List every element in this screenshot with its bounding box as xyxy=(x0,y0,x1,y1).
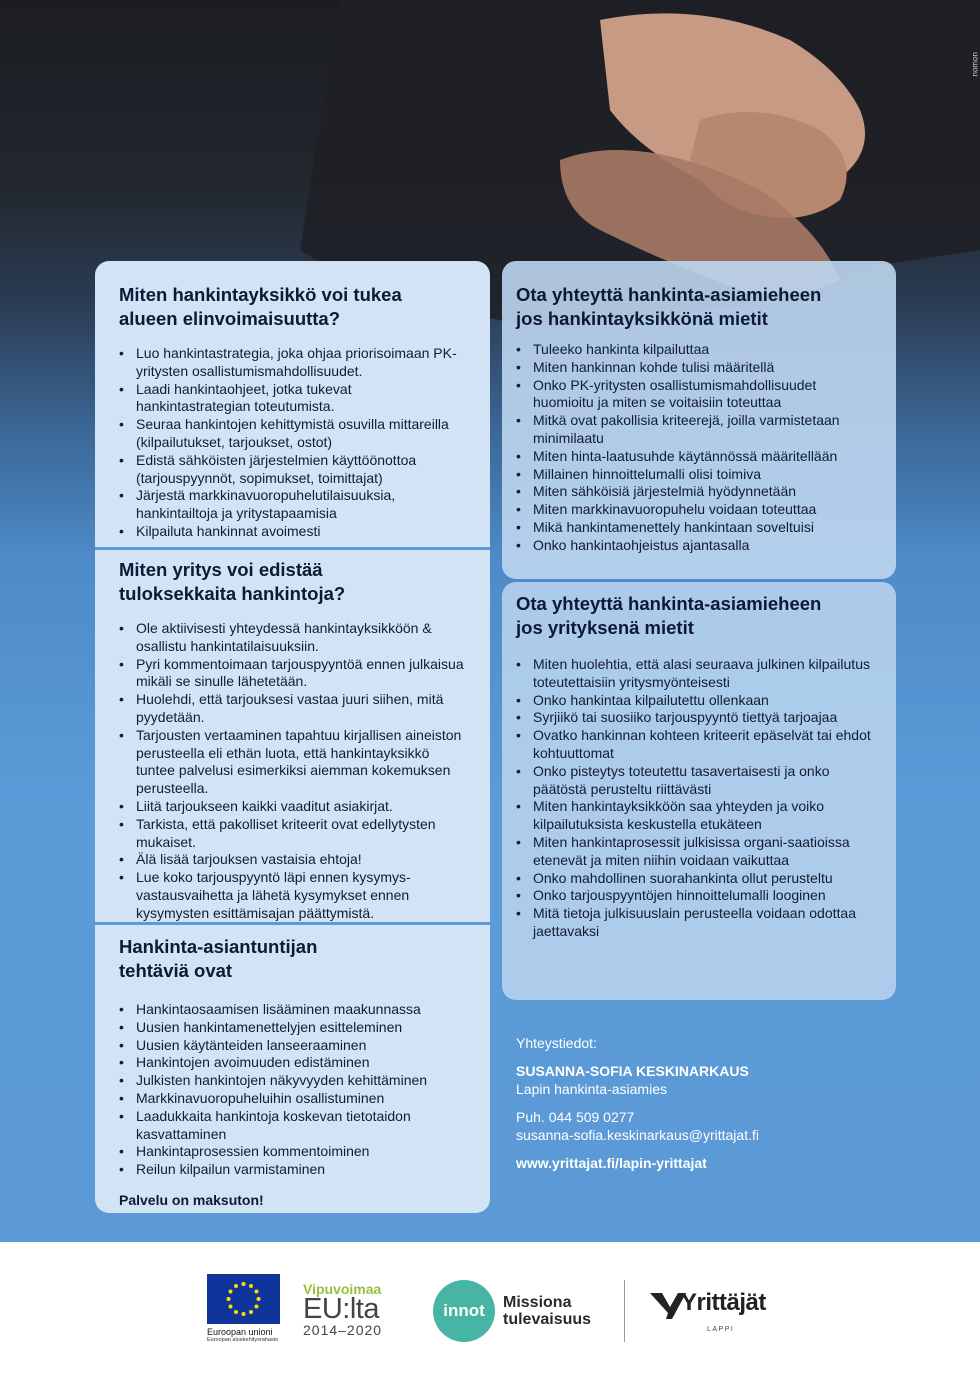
right-panel-company xyxy=(502,582,896,1000)
section-title: Ota yhteyttä hankinta-asiamieheen jos yrityksenä mietit xyxy=(516,593,822,638)
section-expert-tasks xyxy=(95,935,490,1208)
bullet-list xyxy=(516,341,874,555)
left-info-panel xyxy=(95,261,490,1213)
list-item: • Laadi hankintaohjeet, jotka tukevat hankintastrategian toteutumista. xyxy=(119,381,468,417)
divider xyxy=(95,922,490,925)
list-item: • Miten hinta-laatusuhde käytännössä määritellään xyxy=(516,448,874,466)
list-item: • Laadukkaita hankintoja koskevan tietotaidon kasvattaminen xyxy=(119,1108,468,1144)
contact-phone[interactable]: Puh. 044 509 0277 xyxy=(516,1109,635,1125)
list-item: • Ovatko hankinnan kohteen kriteerit epäselvät tai ehdot kohtuuttomat xyxy=(516,727,874,763)
innot-logo: innot xyxy=(433,1280,495,1342)
list-item: • Miten hankintayksikköön saa yhteyden ja voiko kilpailutuksista keskustella etukäteen xyxy=(516,798,874,834)
bullet-list xyxy=(119,345,468,541)
list-item: • Tuleeko hankinta kilpailuttaa xyxy=(516,341,874,359)
list-item: • Onko tarjouspyyntöjen hinnoittelumalli looginen xyxy=(516,887,874,905)
tulevaisuus-label: tulevaisuus xyxy=(503,1311,592,1328)
contact-role: Lapin hankinta-asiamies xyxy=(516,1081,667,1097)
section-company-procurement xyxy=(95,558,490,923)
bullet-list xyxy=(119,620,468,923)
list-item: • Järjestä markkinavuoropuhelutilaisuuksia, hankintailtoja ja yritystapaamisia xyxy=(119,487,468,523)
list-item: • Liitä tarjoukseen kaikki vaaditut asiakirjat. xyxy=(119,798,468,816)
list-item: • Mikä hankintamenettely hankintaan soveltuisi xyxy=(516,519,874,537)
list-item: • Uusien hankintamenettelyjen esitteleminen xyxy=(119,1019,468,1037)
list-item: • Uusien käytänteiden lanseeraaminen xyxy=(119,1037,468,1055)
contact-block xyxy=(516,1034,896,1172)
list-item: • Miten sähköisiä järjestelmiä hyödynnetään xyxy=(516,483,874,501)
eu-flag-logo xyxy=(207,1274,280,1324)
section-support-vitality xyxy=(95,283,490,541)
website-link[interactable]: www.yrittajat.fi/lapin-yrittajat xyxy=(516,1155,707,1171)
list-item: • Kilpailuta hankinnat avoimesti xyxy=(119,523,468,541)
list-item: • Miten hankintaprosessit julkisissa organi-saatioissa etenevät ja miten niihin voidaan vaikuttaa xyxy=(516,834,874,870)
photo-credit: nomon xyxy=(970,52,979,77)
list-item: • Onko PK-yritysten osallistumismahdollisuudet huomioitu ja miten se voitaisiin toteuttaa xyxy=(516,377,874,413)
list-item: • Miten markkinavuoropuhelu voidaan toteuttaa xyxy=(516,501,874,519)
list-item: • Syrjiikö tai suosiiko tarjouspyyntö tiettyä tarjoajaa xyxy=(516,709,874,727)
list-item: • Lue koko tarjouspyyntö läpi ennen kysymys-vastausvaihetta ja lähetä kysymykset ennen kysymysten esittämisajan päättymistä. xyxy=(119,869,468,922)
list-item: • Onko hankintaa kilpailutettu ollenkaan xyxy=(516,692,874,710)
list-item: • Hankintaprosessien kommentoiminen xyxy=(119,1143,468,1161)
vipuvoimaa-eu-label: EU:lta xyxy=(303,1293,379,1325)
list-item: • Ole aktiivisesti yhteydessä hankintayksikköön & osallistu hankintatilaisuuksiin. xyxy=(119,620,468,656)
list-item: • Onko mahdollinen suorahankinta ollut perusteltu xyxy=(516,870,874,888)
list-item: • Hankintojen avoimuuden edistäminen xyxy=(119,1054,468,1072)
list-item: • Edistä sähköisten järjestelmien käyttöönottoa (tarjouspyynnöt, sopimukset, toimittajat) xyxy=(119,452,468,488)
divider xyxy=(95,547,490,550)
section-contact-as-unit xyxy=(502,283,896,555)
list-item: • Huolehdi, että tarjouksesi vastaa juuri siihen, mitä pyydetään. xyxy=(119,691,468,727)
bullet-list xyxy=(516,656,874,941)
list-item: • Miten huolehtia, että alasi seuraava julkinen kilpailutus toteutettaisiin yritysmyönteisesti xyxy=(516,656,874,692)
list-item: • Mitä tietoja julkisuuslain perusteella voidaan odottaa jaettavaksi xyxy=(516,905,874,941)
section-title: Miten yritys voi edistää tuloksekkaita hankintoja? xyxy=(119,559,346,604)
list-item: • Onko pisteytys toteutettu tasavertaisesti ja onko päätöstä perusteltu riittävästi xyxy=(516,763,874,799)
right-panel-procurement-unit xyxy=(502,261,896,579)
vipuvoimaa-years: 2014–2020 xyxy=(303,1322,383,1338)
list-item: • Onko hankintaohjeistus ajantasalla xyxy=(516,537,874,555)
list-item: • Älä lisää tarjouksen vastaisia ehtoja! xyxy=(119,851,468,869)
list-item: • Luo hankintastrategia, joka ohjaa priorisoimaan PK-yritysten osallistumismahdollisuudet. xyxy=(119,345,468,381)
eu-stars-icon xyxy=(207,1274,280,1324)
list-item: • Reilun kilpailun varmistaminen xyxy=(119,1161,468,1179)
list-item: • Millainen hinnoittelumalli olisi toimiva xyxy=(516,466,874,484)
list-item: • Hankintaosaamisen lisääminen maakunnassa xyxy=(119,1001,468,1019)
vipuvoimaa-label: Vipuvoimaa xyxy=(303,1281,382,1297)
list-item: • Miten hankinnan kohde tulisi määritellä xyxy=(516,359,874,377)
section-title: Ota yhteyttä hankinta-asiamieheen jos hankintayksikkönä mietit xyxy=(516,284,822,329)
logo-divider xyxy=(624,1280,625,1342)
list-item: • Julkisten hankintojen näkyvyyden kehittäminen xyxy=(119,1072,468,1090)
bullet-list xyxy=(119,1001,468,1179)
contact-email-link[interactable]: susanna-sofia.keskinarkaus@yrittajat.fi xyxy=(516,1127,759,1143)
lappi-label: LAPPI xyxy=(707,1326,735,1333)
list-item: • Pyri kommentoimaan tarjouspyyntöä ennen julkaisua mikäli se sinulle lähetetään. xyxy=(119,656,468,692)
free-service-note: Palvelu on maksuton! xyxy=(119,1191,264,1208)
section-title: Miten hankintayksikkö voi tukea alueen elinvoimaisuutta? xyxy=(119,284,402,329)
list-item: • Mitkä ovat pakollisia kriteerejä, joilla varmistetaan minimilaatu xyxy=(516,412,874,448)
section-contact-as-company xyxy=(502,592,896,941)
yrittajat-logo-text: Yrittäjät xyxy=(681,1289,766,1316)
list-item: • Tarkista, että pakolliset kriteerit ovat edellytysten mukaiset. xyxy=(119,816,468,852)
eu-label: Euroopan unioni xyxy=(207,1327,273,1337)
list-item: • Markkinavuoropuheluihin osallistuminen xyxy=(119,1090,468,1108)
list-item: • Seuraa hankintojen kehittymistä osuvilla mittareilla (kilpailutukset, tarjoukset, ostot) xyxy=(119,416,468,452)
contact-name: SUSANNA-SOFIA KESKINARKAUS xyxy=(516,1063,749,1079)
list-item: • Tarjousten vertaaminen tapahtuu kirjallisen aineiston perusteella eli ethän luota, että hankintayksikkö tuntee palvelusi esimerkiksi aiemman kokemuksen perusteella. xyxy=(119,727,468,798)
section-title: Hankinta-asiantuntijan tehtäviä ovat xyxy=(119,936,318,981)
contact-label: Yhteystiedot: xyxy=(516,1035,597,1051)
eu-fund-label: Euroopan aluekehitysrahasto xyxy=(207,1337,279,1343)
missiona-label: Missiona xyxy=(503,1294,572,1311)
